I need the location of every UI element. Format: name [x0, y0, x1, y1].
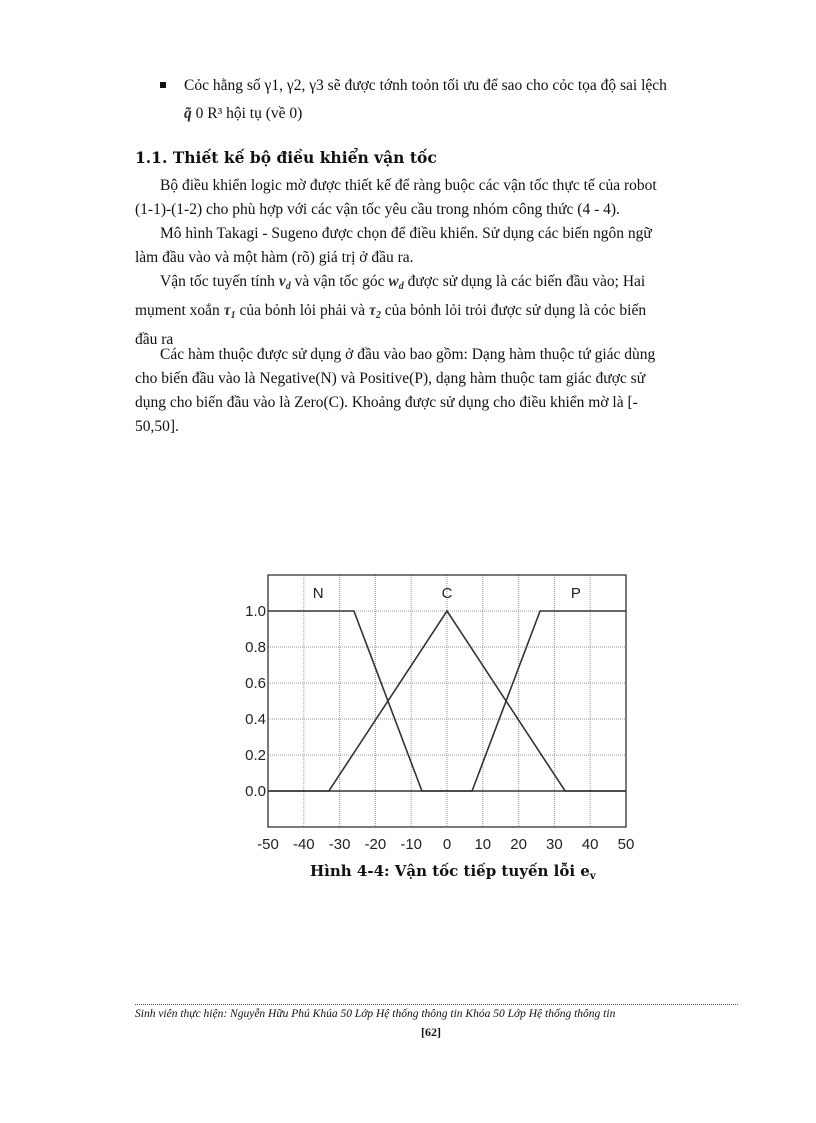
paragraph-3: [135, 270, 738, 352]
wd-sub: d: [398, 281, 404, 292]
x-tick-label: -40: [292, 836, 315, 853]
tau2-symbol: [369, 302, 381, 319]
paragraph-2-line-2: làm đầu vào và một hàm (rõ) giá trị ở đầu ra.: [135, 249, 414, 266]
paragraph-3-line-1: [135, 270, 738, 299]
vd-sub: d: [285, 281, 291, 292]
membership-label-C: C: [441, 585, 453, 602]
paragraph-4-line-1: Các hàm thuộc được sử dụng ở đầu vào bao gồm: Dạng hàm thuộc tứ giác dùng: [160, 346, 656, 363]
page-number: [62]: [421, 1025, 441, 1039]
paragraph-4-line-3: dụng cho biến đầu vào là Zero(C). Khoảng được sử dụng cho điều khiển mờ là [-: [135, 394, 638, 411]
tau1-sub: 1: [230, 310, 236, 321]
p3-text-f: của bỏnh lỏi trỏi được sử dụng là cỏc biến: [380, 302, 647, 319]
footer-text: Sinh viên thực hiện: Nguyễn Hữu Phú Khúa 50 Lớp Hệ thống thông tin Khóa 50 Lớp Hệ thống thông tin: [135, 1008, 616, 1020]
figure-caption-subscript: v: [589, 871, 596, 882]
membership-function-figure: [230, 572, 650, 866]
x-tick-label: 40: [581, 836, 599, 853]
paragraph-3-line-3: đầu ra: [135, 331, 174, 348]
y-tick-label: 1.0: [245, 603, 266, 620]
paragraph-1-line-1: Bộ điều khiển logic mờ được thiết kế để ràng buộc các vận tốc thực tế của robot: [160, 177, 657, 194]
bullet-line-1: Cỏc hằng số γ1, γ2, γ3 sẽ được tớnh toỏn tối ưu để sao cho cỏc tọa độ sai lệch: [184, 77, 667, 94]
vd-symbol: [279, 273, 291, 290]
x-tick-label: 20: [510, 836, 527, 853]
membership-label-P: P: [570, 585, 581, 602]
paragraph-2: [135, 222, 738, 270]
x-tick-label: -10: [400, 836, 423, 853]
paragraph-4: [135, 343, 738, 439]
p3-text-e: của bỏnh lỏi phải và: [235, 302, 370, 319]
wd-symbol: [388, 273, 403, 290]
paragraph-2-line-1: Mô hình Takagi - Sugeno được chọn để điều khiển. Sử dụng các biến ngôn ngữ: [160, 225, 652, 242]
bullet-marker: [160, 82, 166, 88]
x-tick-label: 10: [474, 836, 492, 853]
p3-text-c: được sử dụng là các biến đầu vào; Hai: [403, 273, 646, 290]
x-tick-label: 30: [546, 836, 563, 853]
x-tick-label: 0: [442, 836, 452, 853]
paragraph-1: [135, 174, 738, 222]
tau1-symbol: [224, 302, 236, 319]
footer-divider: [135, 1004, 738, 1005]
x-tick-label: -30: [328, 836, 351, 853]
tau2-sub: 2: [375, 310, 381, 321]
paragraph-1-line-2: (1-1)-(1-2) cho phù hợp với các vận tốc yêu cầu trong nhóm công thức (4 - 4).: [135, 201, 620, 218]
y-tick-label: 0.4: [245, 711, 266, 728]
paragraph-4-line-4: 50,50].: [135, 418, 179, 435]
p3-text-d: mụment xoắn: [135, 302, 224, 319]
membership-chart: [230, 572, 650, 862]
y-tick-label: 0.6: [245, 675, 266, 692]
y-tick-label: 0.2: [245, 747, 266, 764]
x-tick-label: 50: [617, 836, 635, 853]
q-tilde-symbol: q̃: [184, 105, 192, 122]
figure-caption: [310, 862, 596, 882]
paragraph-4-line-2: cho biến đầu vào là Negative(N) và Positive(P), dạng hàm thuộc tam giác được sử: [135, 370, 646, 387]
membership-label-N: N: [312, 585, 324, 602]
bullet-line-2-text: 0 R³ hội tụ (về 0): [191, 105, 303, 122]
y-tick-label: 0.0: [245, 783, 266, 800]
x-tick-label: -20: [364, 836, 387, 853]
section-heading: 1.1. Thiết kế bộ điều khiển vận tốc: [135, 148, 437, 167]
p3-text-b: và vận tốc góc: [290, 273, 389, 290]
paragraph-3-line-2: [135, 299, 738, 328]
p3-text-a: Vận tốc tuyến tính: [160, 273, 279, 290]
vd-base: v: [278, 273, 286, 290]
figure-caption-text: Hình 4-4: Vận tốc tiếp tuyến lỗi e: [310, 862, 590, 880]
x-tick-label: -50: [257, 836, 279, 853]
wd-base: w: [388, 273, 399, 290]
tau2-base: τ: [369, 302, 376, 319]
y-tick-label: 0.8: [245, 639, 266, 656]
bullet-line-2: [184, 102, 302, 126]
tau1-base: τ: [223, 302, 231, 319]
